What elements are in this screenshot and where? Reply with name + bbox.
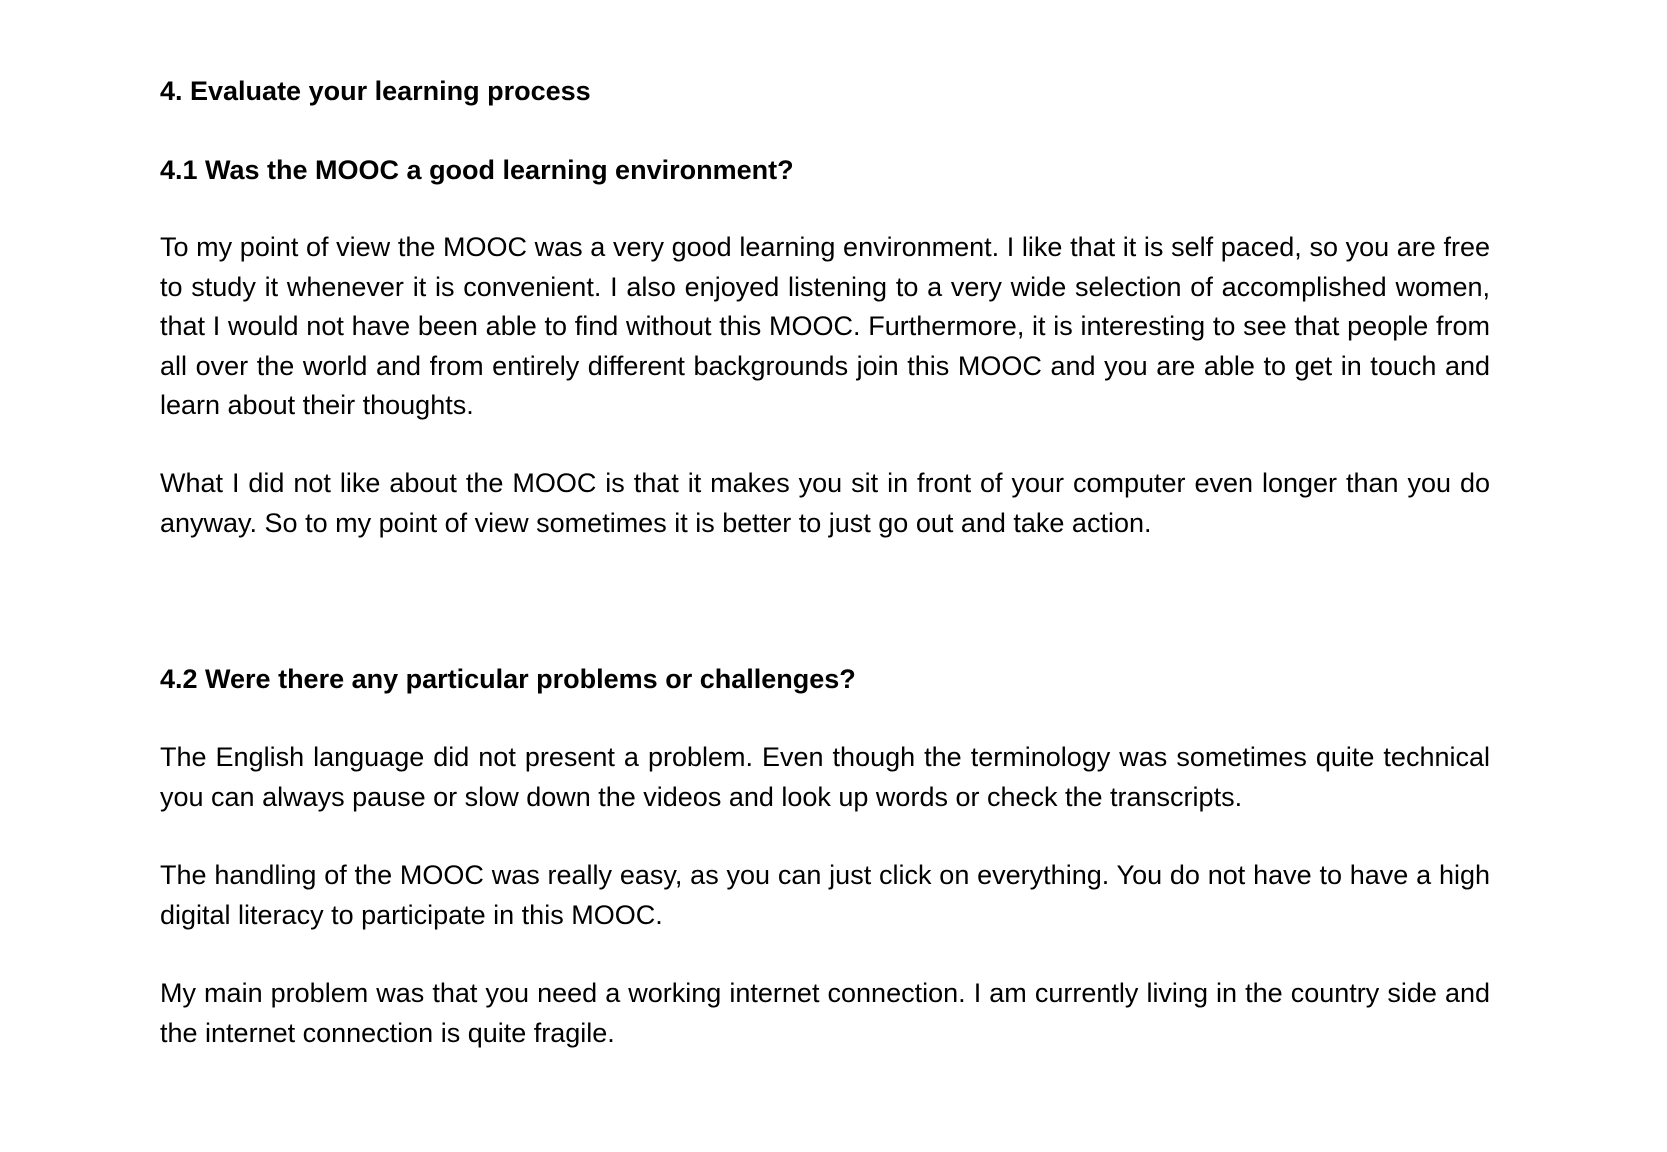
subsection-1-paragraph: What I did not like about the MOOC is that it makes you sit in front of your computer even longer than you do anyway. So to my point of view sometimes it is better to just go out and take action. bbox=[160, 468, 1490, 538]
subsection-1-paragraph: To my point of view the MOOC was a very good learning environment. I like that it is self paced, so you are free to study it whenever it is convenient. I also enjoyed listening to a very wide selection of accomplished women, that I would not have been able to find without this MOOC. Furthermore, it is interesting to see that people from all over the world and from entirely different backgrounds join this MOOC and you are able to get in touch and learn about their thoughts. bbox=[160, 232, 1490, 420]
subsection-2-paragraph: The English language did not present a problem. Even though the terminology was sometimes quite technical you can always pause or slow down the videos and look up words or check the transcripts. bbox=[160, 742, 1490, 812]
section-title: 4. Evaluate your learning process bbox=[160, 76, 591, 106]
subsection-1-title: 4.1 Was the MOOC a good learning environment? bbox=[160, 155, 794, 185]
subsection-2-paragraph: The handling of the MOOC was really easy, as you can just click on everything. You do not have to have a high digital literacy to participate in this MOOC. bbox=[160, 860, 1490, 930]
subsection-2-paragraph: My main problem was that you need a working internet connection. I am currently living in the country side and the internet connection is quite fragile. bbox=[160, 978, 1490, 1048]
subsection-2-title: 4.2 Were there any particular problems or challenges? bbox=[160, 664, 856, 694]
